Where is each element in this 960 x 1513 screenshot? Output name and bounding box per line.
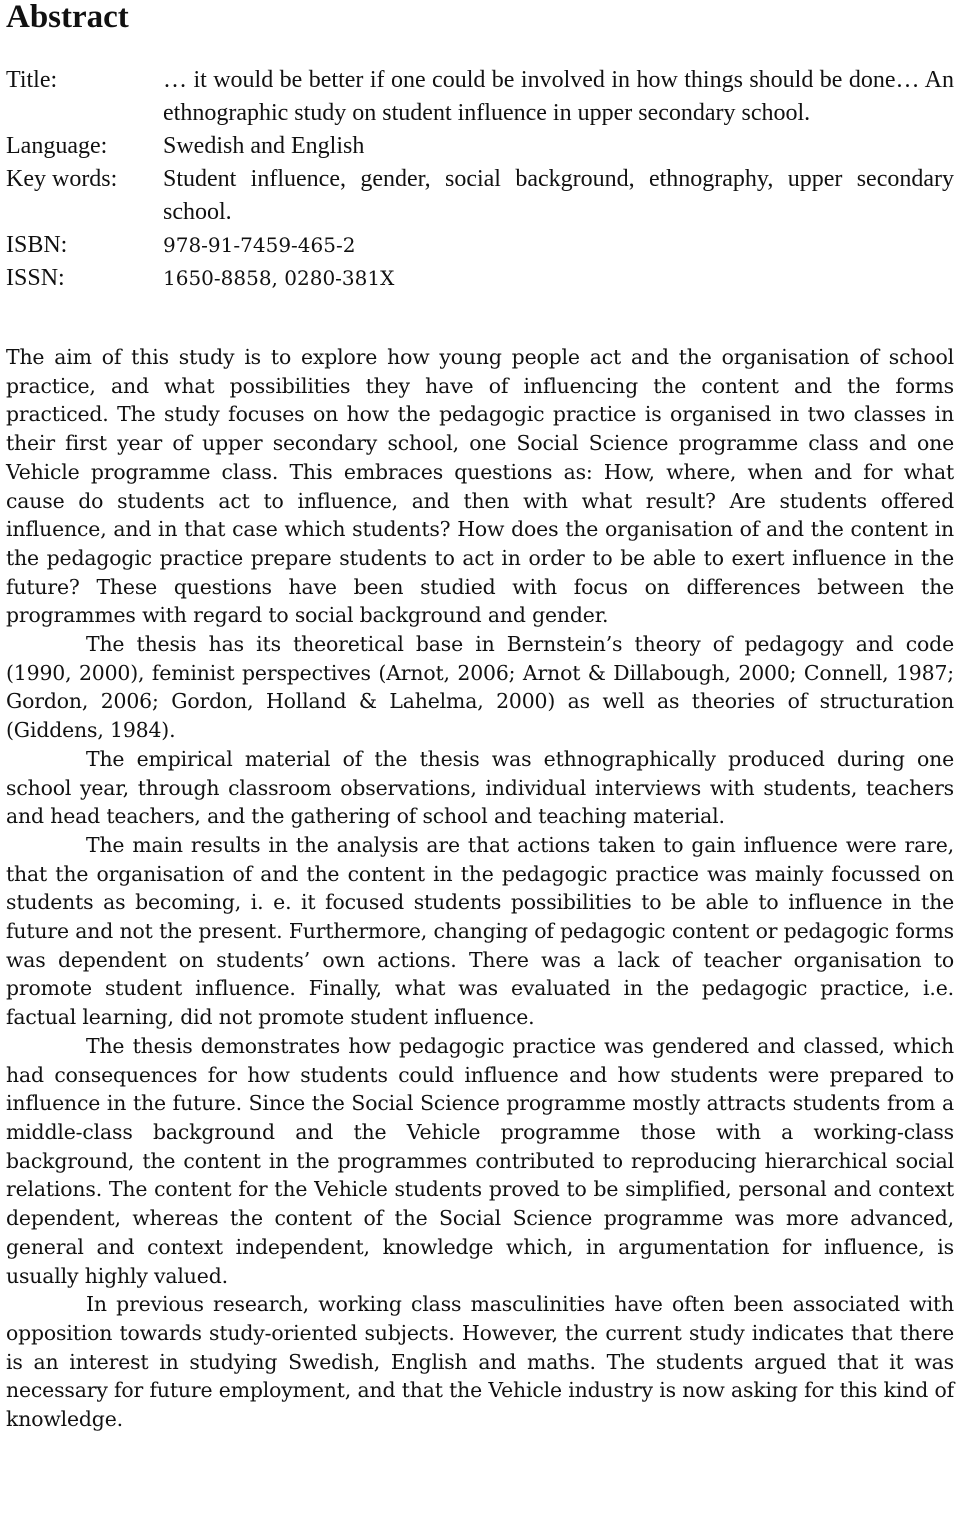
paragraph-theory: The thesis has its theoretical base in Bernstein’s theory of pedagogy and code (1990, 2000), feminist perspectives (Arnot, 2006; Arnot & Dillabough, 2000; Connell, 1987; Gordon, 2006; Gordon, Holland & Lahelma, 2000) as well as theories of structuration (Giddens, 1984). xyxy=(6,632,954,743)
keywords-value: Student influence, gender, social background, ethnography, upper secondary school. xyxy=(163,166,954,225)
keywords-label: Key words: xyxy=(6,166,118,192)
issn-label: ISSN: xyxy=(6,265,65,291)
isbn-value: 978-91-7459-465-2 xyxy=(163,233,356,257)
language-label: Language: xyxy=(6,133,108,159)
paragraph-aim: The aim of this study is to explore how young people act and the organisation of school practice, and what possibilities they have of influencing the content and the forms practiced. The study focuses on how the pedagogic practice is organised in two classes in their first year of upper secondary school, one Social Science programme class and one Vehicle programme class. This embraces questions as: How, where, when and for what cause do students act to influence, and then with what result? Are students offered influence, and in that case which students? How does the organisation of and the content in the pedagogic practice prepare students to act in order to be able to exert influence in the future? These questions have been studied with focus on differences between the programmes with regard to social background and gender. xyxy=(6,345,954,628)
isbn-label: ISBN: xyxy=(6,232,68,258)
language-value: Swedish and English xyxy=(163,133,365,159)
meta-row-language xyxy=(6,130,954,163)
page-title: Abstract xyxy=(6,0,129,35)
meta-row-keywords xyxy=(6,163,954,229)
title-value: … it would be better if one could be involved in how things should be done… An ethnographic study on student influence in upper secondary school. xyxy=(163,67,954,126)
meta-row-isbn xyxy=(6,229,954,262)
meta-row-title xyxy=(6,64,954,130)
issn-value: 1650-8858, 0280-381X xyxy=(163,266,395,290)
meta-row-issn xyxy=(6,262,954,295)
paragraph-gender-class: The thesis demonstrates how pedagogic practice was gendered and classed, which had consequences for how students could influence and how students were prepared to influence in the future. Since the Social Science programme mostly attracts students from a middle-class background and the Vehicle programme those with a working-class background, the content in the programmes contributed to reproducing hierarchical social relations. The content for the Vehicle students proved to be simplified, personal and context dependent, whereas the content of the Social Science programme was more advanced, general and context independent, knowledge which, in argumentation for influence, is usually highly valued. xyxy=(6,1033,954,1288)
paragraph-results: The main results in the analysis are that actions taken to gain influence were rare, that the organisation of and the content in the pedagogic practice was mainly focussed on students as becoming, i. e. it focused students possibilities to be able to influence in the future and not the present. Furthermore, changing of pedagogic content or pedagogic forms was dependent on students’ own actions. There was a lack of teacher organisation to promote student influence. Finally, what was evaluated in the pedagogic practice, i.e. factual learning, did not promote student influence. xyxy=(6,832,954,1030)
paragraph-previous-research: In previous research, working class masculinities have often been associated with opposition towards study-oriented subjects. However, the current study indicates that there is an interest in studying Swedish, English and maths. The students argued that it was necessary for future employment, and that the Vehicle industry is now asking for this kind of knowledge. xyxy=(6,1292,954,1432)
title-label: Title: xyxy=(6,67,58,93)
abstract-body xyxy=(6,343,954,1434)
paragraph-empirical: The empirical material of the thesis was ethnographically produced during one school year, through classroom observations, individual interviews with students, teachers and head teachers, and the gathering of school and teaching material. xyxy=(6,746,954,829)
metadata-block xyxy=(6,64,954,295)
